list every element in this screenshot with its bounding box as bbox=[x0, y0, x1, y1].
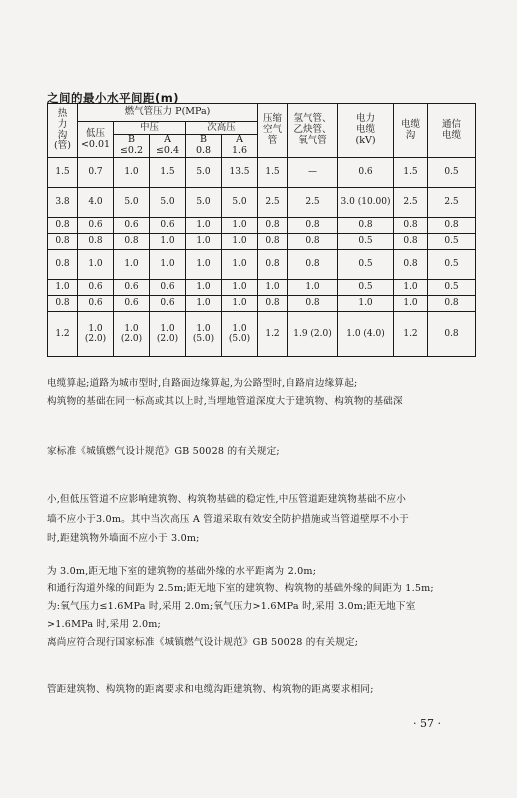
table-cell: 0.8 bbox=[78, 234, 114, 250]
table-cell: 0.8 bbox=[338, 218, 394, 234]
table-cell: 1.0 bbox=[186, 296, 222, 312]
table-cell: 0.5 bbox=[428, 158, 476, 188]
table-cell: 0.5 bbox=[338, 280, 394, 296]
table-cell: 0.6 bbox=[150, 296, 186, 312]
table-cell: 1.5 bbox=[258, 158, 288, 188]
header-hydrogen-pipe: 氢气管、 乙炔管、 氧气管 bbox=[288, 104, 338, 158]
table-cell: 0.8 bbox=[394, 234, 428, 250]
table-row bbox=[48, 234, 476, 250]
table-cell: 0.8 bbox=[258, 218, 288, 234]
table-cell: 1.0 bbox=[186, 250, 222, 280]
table-cell: 4.0 bbox=[78, 188, 114, 218]
table-cell: 0.8 bbox=[48, 234, 78, 250]
table-cell: 1.0 bbox=[394, 296, 428, 312]
header-mid-b: B ≤0.2 bbox=[114, 135, 150, 158]
header-comm-cable: 通信 电缆 bbox=[428, 104, 476, 158]
table-cell: 0.6 bbox=[114, 296, 150, 312]
table-cell: 0.6 bbox=[114, 280, 150, 296]
table-cell: 0.8 bbox=[258, 250, 288, 280]
table-cell: 0.8 bbox=[288, 218, 338, 234]
table-cell: 0.8 bbox=[48, 218, 78, 234]
table-cell: 1.0 (4.0) bbox=[338, 312, 394, 357]
table-cell: 1.5 bbox=[150, 158, 186, 188]
table-cell: 1.0 bbox=[150, 250, 186, 280]
table-cell: 0.7 bbox=[78, 158, 114, 188]
paragraph-line: 构筑物的基础在同一标高或其以上时,当埋地管道深度大于建筑物、构筑物的基础深 bbox=[47, 396, 403, 407]
table-cell: 2.5 bbox=[258, 188, 288, 218]
table-cell: 1.0 bbox=[338, 296, 394, 312]
table-cell: 1.0 bbox=[258, 280, 288, 296]
table-cell: 2.5 bbox=[428, 188, 476, 218]
table-cell: 5.0 bbox=[222, 188, 258, 218]
table-cell: 0.8 bbox=[394, 250, 428, 280]
table-row bbox=[48, 296, 476, 312]
header-mid-a: A ≤0.4 bbox=[150, 135, 186, 158]
table-cell: 0.8 bbox=[48, 250, 78, 280]
table-cell: 1.2 bbox=[394, 312, 428, 357]
table-cell: 1.0 bbox=[222, 296, 258, 312]
table-cell: 3.8 bbox=[48, 188, 78, 218]
table-cell: 3.0 (10.00) bbox=[338, 188, 394, 218]
paragraph-line: >1.6MPa 时,采用 2.0m; bbox=[47, 619, 161, 630]
table-cell: 1.0 bbox=[186, 234, 222, 250]
table-cell: 2.5 bbox=[394, 188, 428, 218]
table-cell: 1.9 (2.0) bbox=[288, 312, 338, 357]
table-cell: 0.5 bbox=[428, 280, 476, 296]
table-cell: — bbox=[288, 158, 338, 188]
paragraph-line: 小,但低压管道不应影响建筑物、构筑物基础的稳定性,中压管道距建筑物基础不应小 bbox=[47, 494, 407, 505]
header-power-cable: 电力 电缆 (kV) bbox=[338, 104, 394, 158]
paragraph-line: 为:氧气压力≤1.6MPa 时,采用 2.0m;氧气压力>1.6MPa 时,采用 3.0m;距无地下室 bbox=[47, 601, 416, 612]
table-cell: 1.0 bbox=[48, 280, 78, 296]
table-cell: 1.5 bbox=[394, 158, 428, 188]
table-cell: 0.8 bbox=[48, 296, 78, 312]
table-cell: 0.8 bbox=[288, 296, 338, 312]
paragraph-line: 为 3.0m,距无地下室的建筑物的基础外缘的水平距离为 2.0m; bbox=[47, 566, 317, 577]
table-cell: 0.8 bbox=[258, 296, 288, 312]
table-cell: 0.6 bbox=[150, 218, 186, 234]
paragraph-line: 电缆算起;道路为城市型时,自路面边缘算起,为公路型时,自路肩边缘算起; bbox=[47, 378, 358, 389]
table-cell: 1.0 (5.0) bbox=[222, 312, 258, 357]
table-cell: 5.0 bbox=[150, 188, 186, 218]
table-cell: 0.8 bbox=[258, 234, 288, 250]
table-cell: 1.0 bbox=[186, 280, 222, 296]
table-cell: 1.0 bbox=[114, 158, 150, 188]
table-cell: 1.0 (5.0) bbox=[186, 312, 222, 357]
table-cell: 0.5 bbox=[338, 234, 394, 250]
table-cell: 0.5 bbox=[338, 250, 394, 280]
table-cell: 2.5 bbox=[288, 188, 338, 218]
table-cell: 5.0 bbox=[186, 158, 222, 188]
table-cell: 0.8 bbox=[428, 312, 476, 357]
table-cell: 0.8 bbox=[114, 234, 150, 250]
header-cable-trench: 电缆 沟 bbox=[394, 104, 428, 158]
table-cell: 13.5 bbox=[222, 158, 258, 188]
header-gas-pressure: 燃气管压力 P(MPa) bbox=[78, 104, 258, 122]
table-row bbox=[48, 158, 476, 188]
table-title: 之间的最小水平间距(m) bbox=[47, 91, 179, 105]
header-compressed-air: 压缩 空气 管 bbox=[258, 104, 288, 158]
table-row bbox=[48, 250, 476, 280]
header-heat-trench: 热 力 沟 (管) bbox=[48, 104, 78, 158]
table-cell: 0.8 bbox=[428, 218, 476, 234]
table-row bbox=[48, 188, 476, 218]
table-cell: 0.8 bbox=[428, 296, 476, 312]
table-cell: 1.0 (2.0) bbox=[78, 312, 114, 357]
table-cell: 1.0 bbox=[394, 280, 428, 296]
table-cell: 1.0 bbox=[114, 250, 150, 280]
table-cell: 1.2 bbox=[258, 312, 288, 357]
table-cell: 0.6 bbox=[78, 218, 114, 234]
table-cell: 1.0 (2.0) bbox=[150, 312, 186, 357]
table-cell: 1.5 bbox=[48, 158, 78, 188]
table-cell: 5.0 bbox=[186, 188, 222, 218]
table-cell: 1.0 bbox=[222, 234, 258, 250]
header-high-b: B 0.8 bbox=[186, 135, 222, 158]
table-cell: 5.0 bbox=[114, 188, 150, 218]
table-cell: 0.6 bbox=[114, 218, 150, 234]
table-cell: 0.5 bbox=[428, 250, 476, 280]
paragraph-line: 墙不应小于3.0m。其中当次高压 A 管道采取有效安全防护措施或当管道壁厚不小于 bbox=[47, 514, 409, 525]
table-cell: 0.6 bbox=[150, 280, 186, 296]
table-cell: 0.5 bbox=[428, 234, 476, 250]
table-cell: 1.0 bbox=[150, 234, 186, 250]
header-row-1 bbox=[48, 104, 476, 122]
table-cell: 1.2 bbox=[48, 312, 78, 357]
table-cell: 0.8 bbox=[394, 218, 428, 234]
table-row bbox=[48, 312, 476, 357]
table-body bbox=[48, 158, 476, 357]
header-low-pressure: 低压 <0.01 bbox=[78, 122, 114, 158]
table-cell: 0.6 bbox=[78, 280, 114, 296]
table-row bbox=[48, 280, 476, 296]
table-cell: 1.0 bbox=[222, 280, 258, 296]
table-cell: 0.8 bbox=[288, 234, 338, 250]
header-sub-high-pressure: 次高压 bbox=[186, 122, 258, 135]
paragraph-line: 时,距建筑物外墙面不应小于 3.0m; bbox=[47, 533, 200, 544]
paragraph-line: 管距建筑物、构筑物的距离要求和电缆沟距建筑物、构筑物的距离要求相同; bbox=[47, 684, 374, 695]
table-cell: 1.0 bbox=[222, 250, 258, 280]
spacing-table bbox=[47, 103, 476, 357]
table-cell: 0.6 bbox=[78, 296, 114, 312]
table-cell: 1.0 (2.0) bbox=[114, 312, 150, 357]
table-cell: 0.6 bbox=[338, 158, 394, 188]
table-cell: 1.0 bbox=[222, 218, 258, 234]
paragraph-line: 离尚应符合现行国家标准《城镇燃气设计规范》GB 50028 的有关规定; bbox=[47, 637, 359, 648]
paragraph-line: 和通行沟道外缘的间距为 2.5m;距无地下室的建筑物、构筑物的基础外缘的间距为 1.5m; bbox=[47, 583, 434, 594]
table-cell: 1.0 bbox=[288, 280, 338, 296]
page-number: · 57 · bbox=[413, 717, 441, 730]
header-medium-pressure: 中压 bbox=[114, 122, 186, 135]
table-row bbox=[48, 218, 476, 234]
header-high-a: A 1.6 bbox=[222, 135, 258, 158]
table-cell: 0.8 bbox=[288, 250, 338, 280]
table-cell: 1.0 bbox=[78, 250, 114, 280]
table-cell: 1.0 bbox=[186, 218, 222, 234]
paragraph-line: 家标准《城镇燃气设计规范》GB 50028 的有关规定; bbox=[47, 446, 280, 457]
